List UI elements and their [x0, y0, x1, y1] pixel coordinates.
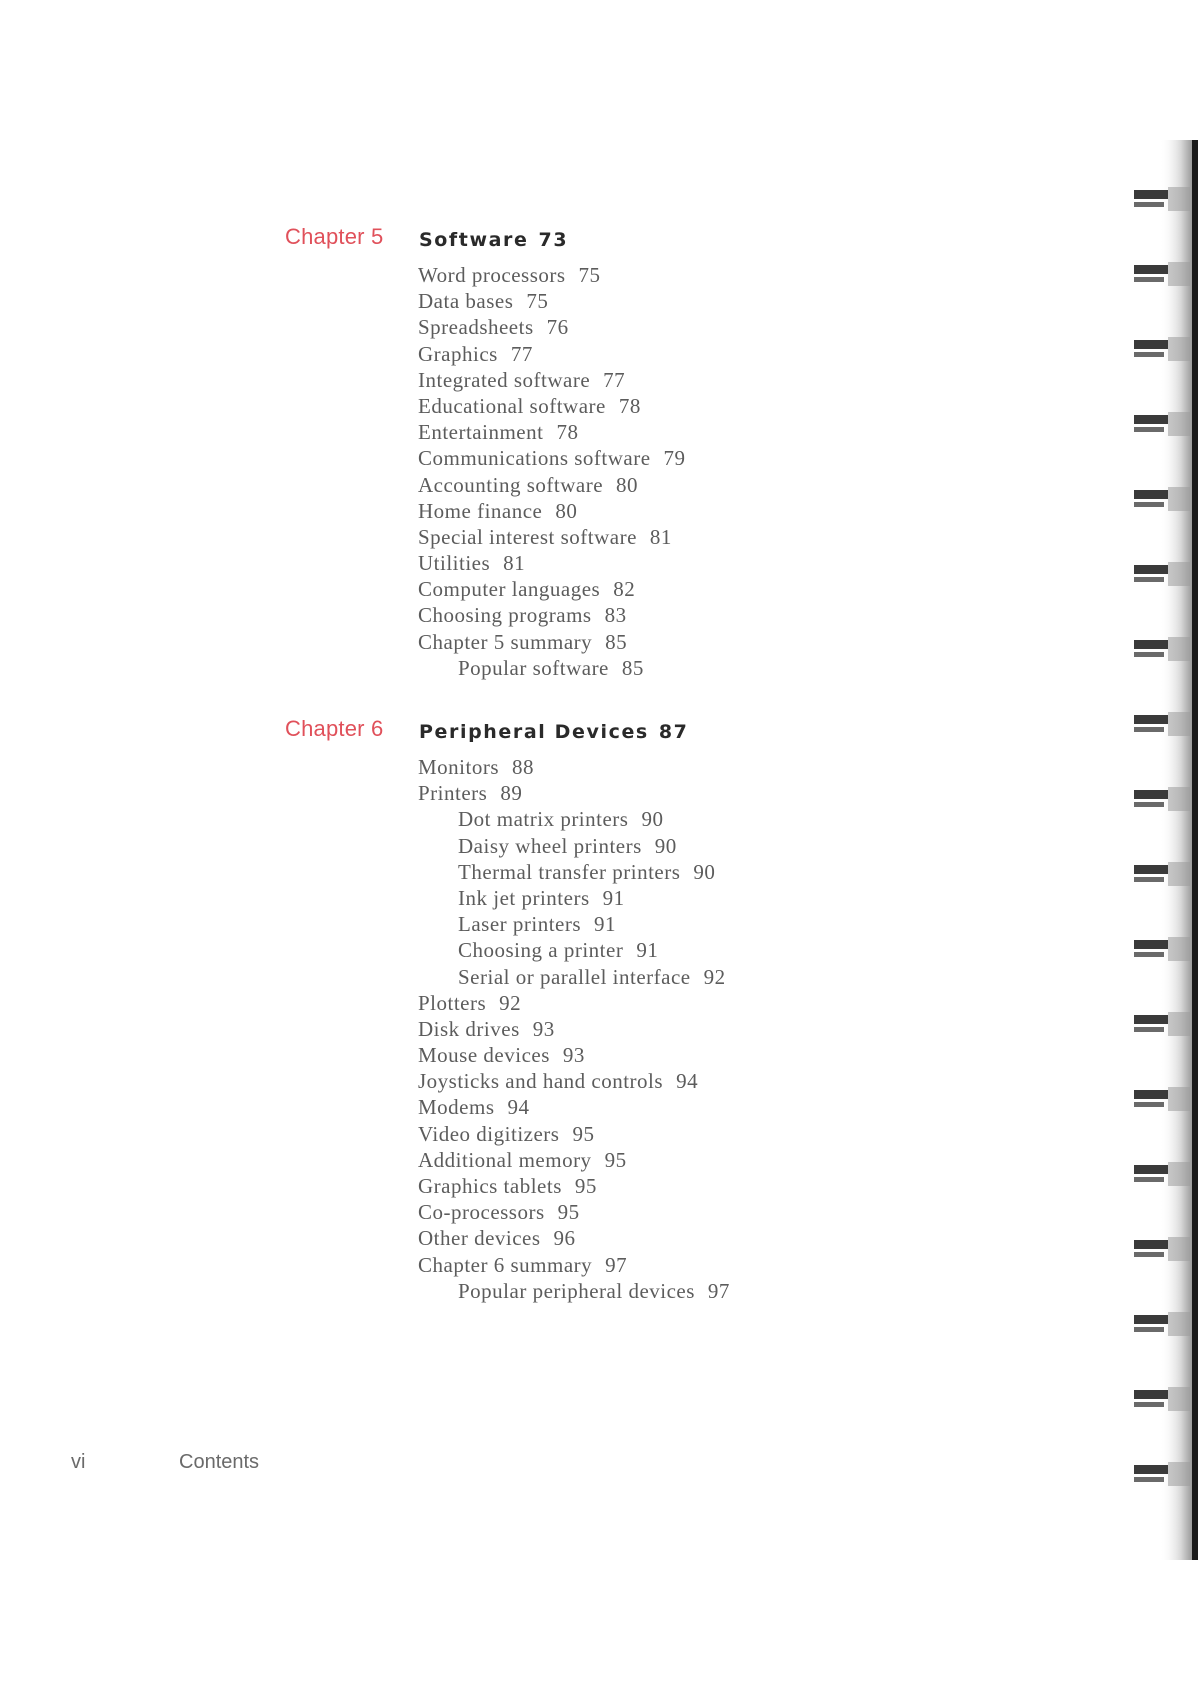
- toc-entry: [418, 1252, 730, 1278]
- toc-entry-text: Monitors: [418, 755, 500, 779]
- toc-entry-page: 77: [510, 341, 533, 366]
- toc-entry-page: 85: [605, 629, 628, 654]
- toc-entry-text: Video digitizers: [418, 1121, 560, 1146]
- toc-entry-text: Entertainment: [418, 420, 544, 445]
- toc-entry: [418, 576, 686, 602]
- toc-entry: [418, 498, 686, 524]
- toc-entry-page: 83: [604, 603, 627, 628]
- toc-entry-page: 91: [594, 912, 617, 937]
- toc-entry: [418, 288, 686, 314]
- toc-entry: [418, 472, 686, 498]
- toc-entry-page: 97: [605, 1252, 628, 1277]
- toc-entry-page: 95: [557, 1200, 580, 1225]
- toc-entry: [418, 1042, 730, 1068]
- toc-entry-text: Serial or parallel interface: [458, 964, 691, 989]
- toc-entry-page: 75: [578, 263, 601, 287]
- toc-entry: [418, 629, 686, 655]
- toc-entry-text: Graphics: [418, 341, 498, 366]
- toc-entry-page: 79: [663, 446, 686, 471]
- toc-entry-text: Chapter 5 summary: [418, 629, 593, 654]
- toc-entry-text: Integrated software: [418, 367, 591, 392]
- toc-entry-text: Plotters: [418, 990, 487, 1015]
- toc-entry: [418, 885, 730, 911]
- toc-entry-text: Utilities: [418, 551, 491, 576]
- toc-entry-page: 95: [574, 1174, 597, 1198]
- toc-entry-text: Graphics tablets: [418, 1174, 562, 1198]
- toc-entry-text: Thermal transfer printers: [458, 859, 681, 884]
- toc-entry-page: 88: [512, 755, 535, 779]
- toc-entry-text: Printers: [418, 781, 488, 806]
- toc-entry-text: Popular software: [458, 655, 609, 680]
- toc-entry: [418, 550, 686, 576]
- toc-entry-page: 93: [532, 1016, 555, 1041]
- toc-entry-text: Additional memory: [418, 1147, 592, 1172]
- toc-entry-page: 95: [604, 1147, 627, 1172]
- chapter-5-title-text: Software: [419, 229, 529, 251]
- toc-entry-text: Chapter 6 summary: [418, 1252, 593, 1277]
- toc-entry: [418, 419, 686, 445]
- spiral-binding-icon: [1120, 140, 1198, 1560]
- toc-entry-text: Data bases: [418, 289, 514, 314]
- toc-entry-page: 92: [499, 990, 522, 1015]
- toc-entry: [418, 1094, 730, 1120]
- toc-entry-page: 81: [503, 551, 526, 576]
- toc-entry: [418, 1199, 730, 1225]
- chapter-6-page: 87: [658, 721, 689, 743]
- chapter-5-label: Chapter 5: [285, 224, 384, 249]
- toc-entry: [418, 341, 686, 367]
- toc-entry-text: Disk drives: [418, 1016, 520, 1041]
- toc-entry-text: Spreadsheets: [418, 315, 534, 340]
- chapter-5-title: [419, 229, 568, 251]
- toc-entry: [418, 1121, 730, 1147]
- toc-entry: [418, 859, 730, 885]
- toc-entry: [418, 367, 686, 393]
- toc-entry-text: Joysticks and hand controls: [418, 1069, 664, 1094]
- toc-entry: [418, 1016, 730, 1042]
- chapter-6-title: [419, 721, 688, 743]
- toc-entry: [418, 393, 686, 419]
- toc-entry-page: 94: [507, 1095, 530, 1120]
- toc-entry-text: Communications software: [418, 446, 651, 471]
- toc-entry-page: 80: [616, 472, 639, 497]
- toc-entry: [418, 262, 686, 288]
- toc-entry: [418, 1173, 730, 1199]
- toc-entry: [418, 602, 686, 628]
- chapter-6-title-text: Peripheral Devices: [419, 721, 649, 743]
- chapter-6-label: Chapter 6: [285, 716, 384, 741]
- toc-entry-page: 82: [613, 577, 636, 602]
- toc-entry-page: 92: [703, 964, 726, 989]
- chapter-5-page: 73: [538, 229, 569, 251]
- toc-entry-page: 85: [621, 655, 644, 680]
- toc-entry-page: 77: [603, 367, 626, 392]
- toc-entry: [418, 314, 686, 340]
- toc-entry-page: 97: [707, 1278, 730, 1303]
- toc-entry-text: Popular peripheral devices: [458, 1278, 695, 1303]
- toc-entry: [418, 833, 730, 859]
- toc-entry: [418, 964, 730, 990]
- toc-entry-page: 95: [572, 1121, 595, 1146]
- toc-entry-text: Special interest software: [418, 524, 637, 549]
- toc-entry-text: Other devices: [418, 1226, 541, 1251]
- toc-entry-page: 80: [555, 498, 578, 523]
- toc-entry: [418, 1278, 730, 1304]
- toc-entry-page: 90: [693, 859, 716, 884]
- toc-entry-page: 94: [676, 1069, 699, 1094]
- toc-entry-text: Mouse devices: [418, 1043, 550, 1068]
- toc-entry-page: 78: [556, 420, 579, 445]
- toc-entry: [418, 937, 730, 963]
- toc-entry-text: Ink jet printers: [458, 885, 590, 910]
- toc-entry-text: Laser printers: [458, 912, 582, 937]
- toc-entry-text: Computer languages: [418, 577, 601, 602]
- page-edge-line: [1192, 140, 1198, 1560]
- toc-entry-page: 90: [641, 807, 664, 832]
- footer-section-title: Contents: [179, 1451, 260, 1473]
- toc-entry-page: 89: [500, 781, 523, 806]
- toc-entry-page: 90: [654, 833, 677, 858]
- toc-entry: [418, 1147, 730, 1173]
- toc-entry-page: 75: [526, 289, 549, 314]
- toc-entry: [418, 990, 730, 1016]
- toc-entry: [418, 1225, 730, 1251]
- toc-entry-text: Home finance: [418, 498, 543, 523]
- toc-entry-page: 93: [562, 1043, 585, 1068]
- toc-entry: [418, 445, 686, 471]
- toc-entry-text: Choosing programs: [418, 603, 592, 628]
- toc-entry-text: Educational software: [418, 393, 606, 418]
- toc-entry-text: Accounting software: [418, 472, 604, 497]
- toc-entry-text: Dot matrix printers: [458, 807, 629, 832]
- toc-entry-page: 96: [553, 1226, 576, 1251]
- toc-entry-text: Choosing a printer: [458, 938, 624, 963]
- toc-entry-page: 76: [546, 315, 569, 340]
- toc-entry: [418, 911, 730, 937]
- toc-entry-page: 91: [602, 885, 625, 910]
- toc-entry-text: Word processors: [418, 263, 566, 287]
- toc-entry-page: 91: [636, 938, 659, 963]
- toc-entry-text: Daisy wheel printers: [458, 833, 642, 858]
- toc-entry: [418, 806, 730, 832]
- chapter-6-entry-list: [418, 754, 730, 1304]
- toc-entry-text: Co-processors: [418, 1200, 545, 1225]
- toc-entry-page: 78: [618, 393, 641, 418]
- toc-entry: [418, 1068, 730, 1094]
- toc-entry-page: 81: [649, 524, 672, 549]
- toc-entry: [418, 655, 686, 681]
- toc-entry: [418, 780, 730, 806]
- chapter-5-entry-list: [418, 262, 686, 681]
- toc-entry-text: Modems: [418, 1095, 495, 1120]
- toc-entry: [418, 754, 730, 780]
- toc-entry: [418, 524, 686, 550]
- footer-page-number: vi: [71, 1451, 86, 1473]
